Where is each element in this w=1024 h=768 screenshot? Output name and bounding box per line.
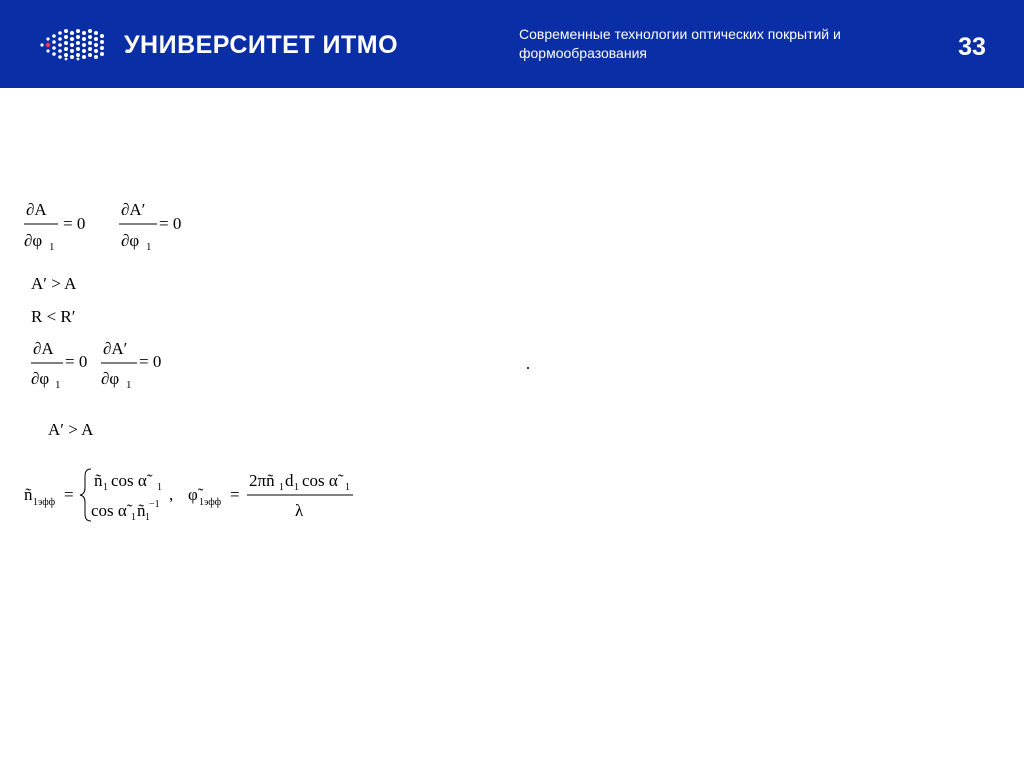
eq-dAp-num: ∂A′ [121,200,146,219]
eq-dA-den: ∂φ [24,231,43,250]
eq2-dAp-den-sub: 1 [126,379,132,391]
phi-eff-eq: = [230,485,240,504]
n-eff-line2-n: ñ [137,501,146,520]
page-number: 33 [958,33,986,61]
eq2-dAp-num: ∂A′ [103,339,128,358]
n-eff-line2-n-sub: 1 [145,512,150,523]
eq-dA-dphi1 [24,200,85,253]
n-eff-line1-n: ñ [94,471,103,490]
phi-eff-num-2pin: 2πñ [249,471,275,490]
n-eff-formula [24,469,173,523]
n-eff-comma: , [169,485,174,504]
header-bar [0,0,1024,88]
ineq2-Ap-gt-A: A′ > A [48,420,94,439]
n-eff-line2-cos-sub: 1 [131,512,136,523]
eq2-dAp-dphi1 [101,339,161,391]
n-eff-line1-cos-sub: 1 [157,482,162,493]
phi-eff-den: λ [295,501,304,520]
n-eff-line1-sub: 1 [103,482,108,493]
eq-dA-den-sub: 1 [49,241,55,253]
eq-dAp-rhs: = 0 [159,214,182,233]
n-eff-lhs: ñ [24,485,33,504]
eq-dAp-den: ∂φ [121,231,140,250]
phi-eff-lhs-sub: 1эфф [199,497,222,508]
n-eff-line2-sup: −1 [149,499,160,510]
phi-eff-num-sub3: 1 [345,482,350,493]
itmo-dots-logo-icon [38,28,108,62]
stray-dot [527,367,529,369]
course-title: Современные технологии оптических покрытий и формообразования [519,26,841,61]
eq-dAp-dphi1 [119,200,181,253]
eq-dA-rhs: = 0 [63,214,86,233]
university-name: УНИВЕРСИТЕТ ИТМО [124,31,399,59]
phi-eff-num-d: d [285,471,294,490]
n-eff-eq: = [64,485,74,504]
eq-dAp-den-sub: 1 [146,241,152,253]
eq2-dA-num: ∂A [33,339,54,358]
phi-eff-num-cos: cos α̃ [302,471,338,490]
eq2-dAp-rhs: = 0 [139,352,162,371]
eq2-dA-den: ∂φ [31,369,50,388]
phi-eff-formula [188,471,353,520]
ineq-Ap-gt-A: A′ > A [31,274,77,293]
eq2-dA-den-sub: 1 [55,379,61,391]
phi-eff-num-sub2: 1 [294,482,299,493]
ineq-R-lt-Rp: R < R′ [31,307,76,326]
phi-eff-num-sub1: 1 [279,482,284,493]
n-eff-line2-cos: cos α̃ [91,501,127,520]
eq-dA-num: ∂A [26,200,47,219]
eq2-dAp-den: ∂φ [101,369,120,388]
n-eff-lhs-sub: 1эфф [33,497,56,508]
n-eff-line1-cos: cos α̃ [111,471,147,490]
eq2-dA-rhs: = 0 [65,352,88,371]
phi-eff-lhs: φ̃ [188,485,198,504]
eq2-dA-dphi1 [31,339,87,391]
